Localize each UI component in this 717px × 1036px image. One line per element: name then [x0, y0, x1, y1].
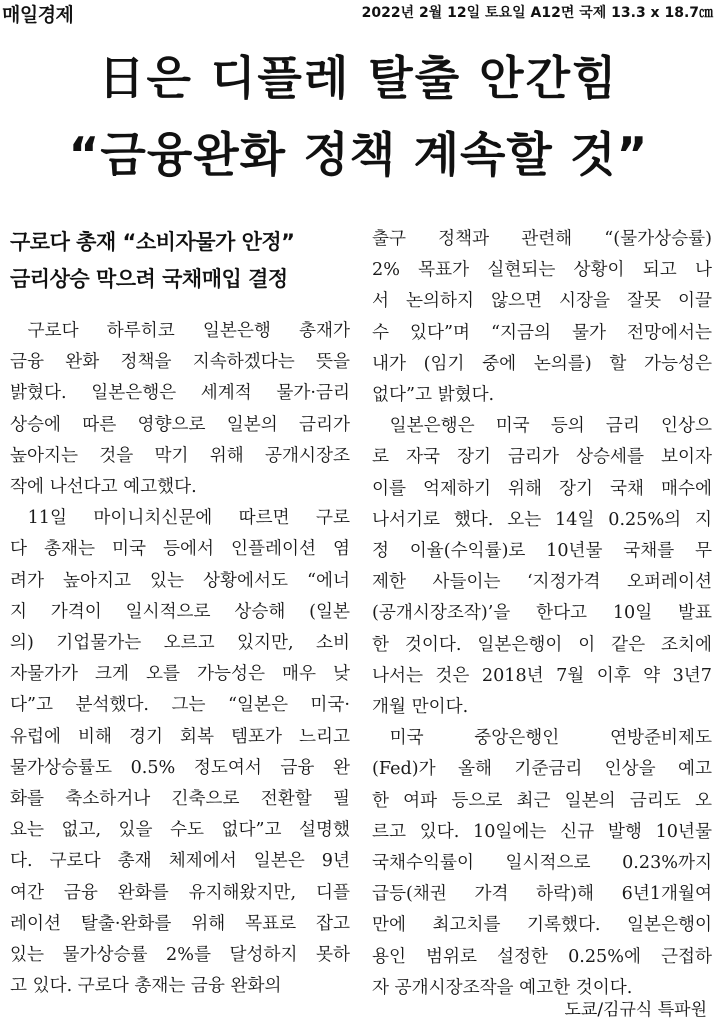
headline-line-2: “금융완화 정책 계속할 것” [68, 128, 649, 183]
body-line: 지 가격이 일시적으로 상승해 (일본 [10, 601, 350, 622]
body-line: 상승에 따른 영향으로 일본의 금리가 [10, 414, 350, 435]
body-line: 다”고 분석했다. 그는 “일본은 미국· [10, 695, 350, 716]
body-line: 려가 높아지고 있는 상황에서도 “에너 [10, 570, 350, 591]
body-line: 없다”고 밝혔다. [372, 385, 495, 406]
body-line: 나서기로 했다. 오는 14일 0.25%의 지 [372, 509, 712, 530]
body-line: 작에 나선다고 예고했다. [10, 477, 197, 498]
body-line: 수 있다”며 “지금의 물가 전망에서는 [372, 322, 712, 343]
article-body-right [372, 224, 712, 1004]
newspaper-name: 매일경제 [2, 5, 74, 26]
body-line: 높아지는 것을 막기 위해 공개시장조 [10, 445, 350, 466]
subheadline [10, 224, 350, 298]
body-line: 구로다 하루히코 일본은행 총재가 [27, 321, 350, 341]
body-line: 물가상승률도 0.5% 정도여서 금융 완 [10, 757, 350, 778]
body-line: 자 공개시장조작을 예고한 것이다. [372, 977, 633, 998]
body-line: 11일 마이니치신문에 따르면 구로 [27, 508, 350, 529]
body-line: 출구 정책과 관련해 “(물가상승률) [372, 229, 712, 249]
body-line: 내가 (임기 중에 논의를) 할 가능성은 [372, 353, 712, 374]
body-line: 밝혔다. 일본은행은 세계적 물가·금리 [10, 383, 350, 404]
body-line: 한 여파 등으로 최근 일본의 금리도 오 [372, 790, 712, 811]
body-line: 금융 완화 정책을 지속하겠다는 뜻을 [10, 352, 350, 373]
body-line: 나서는 것은 2018년 7월 이후 약 3년7 [372, 665, 712, 686]
clipping-meta: 2022년 2월 12일 토요일 A12면 국제 13.3 x 18.7㎝ [361, 5, 713, 21]
body-line: 있는 물가상승률 2%를 달성하지 못하 [10, 945, 350, 966]
body-line: 미국 중앙은행인 연방준비제도 [389, 728, 712, 749]
body-line: 정 이율(수익률)로 10년물 국채를 무 [372, 541, 712, 562]
body-line: 다. 구로다 총재 체제에서 일본은 9년 [10, 851, 350, 872]
body-line: 서 논의하지 않으면 시장을 잘못 이끌 [372, 291, 712, 312]
body-line: (공개시장조작)’을 한다고 10일 발표 [372, 603, 712, 624]
body-line: 의) 기업물가는 오르고 있지만, 소비 [10, 633, 350, 654]
body-line: 한 것이다. 일본은행이 이 같은 조치에 [372, 634, 712, 655]
body-line: 2% 목표가 실현되는 상황이 되고 나 [372, 260, 712, 281]
body-line: 급등(채권 가격 하락)해 6년1개월여 [372, 884, 712, 905]
body-line: 화를 축소하거나 긴축으로 전환할 필 [10, 789, 350, 810]
body-line: 요는 없고, 있을 수도 없다”고 설명했 [10, 820, 350, 841]
body-line: 만에 최고치를 기록했다. 일본은행이 [372, 915, 712, 936]
byline: 도쿄/김규식 특파원 [564, 1000, 707, 1020]
article-column-left [10, 222, 350, 1002]
body-line: 제한 사들이는 ‘지정가격 오퍼레이션 [372, 572, 712, 593]
body-line: 자물가가 크게 오를 가능성은 매우 낮 [10, 664, 350, 685]
body-line: 유럽에 비해 경기 회복 템포가 느리고 [10, 726, 350, 747]
article-body-left [10, 316, 350, 1002]
body-line: 국채수익률이 일시적으로 0.23%까지 [372, 853, 712, 874]
headline-line-1: 日은 디플레 탈출 안간힘 [98, 51, 619, 105]
body-line: 용인 범위로 설정한 0.25%에 근접하 [372, 946, 712, 967]
article-column-right [372, 224, 712, 1004]
clipping-header [0, 0, 717, 26]
body-line: 일본은행은 미국 등의 금리 인상으 [389, 416, 712, 437]
body-line: 개월 만이다. [372, 697, 469, 718]
body-line: 르고 있다. 10일에는 신규 발행 10년물 [372, 821, 712, 842]
body-line: 레이션 탈출·완화를 위해 목표로 잡고 [10, 913, 350, 934]
body-line: 로 자국 장기 금리가 상승세를 보이자 [372, 447, 712, 468]
body-line: 다 총재는 미국 등에서 인플레이션 염 [10, 539, 350, 560]
subheadline-line-2: 금리상승 막으려 국채매입 결정 [10, 267, 288, 291]
body-line: (Fed)가 올해 기준금리 인상을 예고 [372, 759, 712, 780]
body-line: 고 있다. 구로다 총재는 금융 완화의 [10, 976, 282, 997]
subheadline-line-1: 구로다 총재 “소비자물가 안정” [10, 230, 295, 254]
body-line: 여간 금융 완화를 유지해왔지만, 디플 [10, 882, 350, 903]
body-line: 이를 억제하기 위해 장기 국채 매수에 [372, 478, 712, 499]
